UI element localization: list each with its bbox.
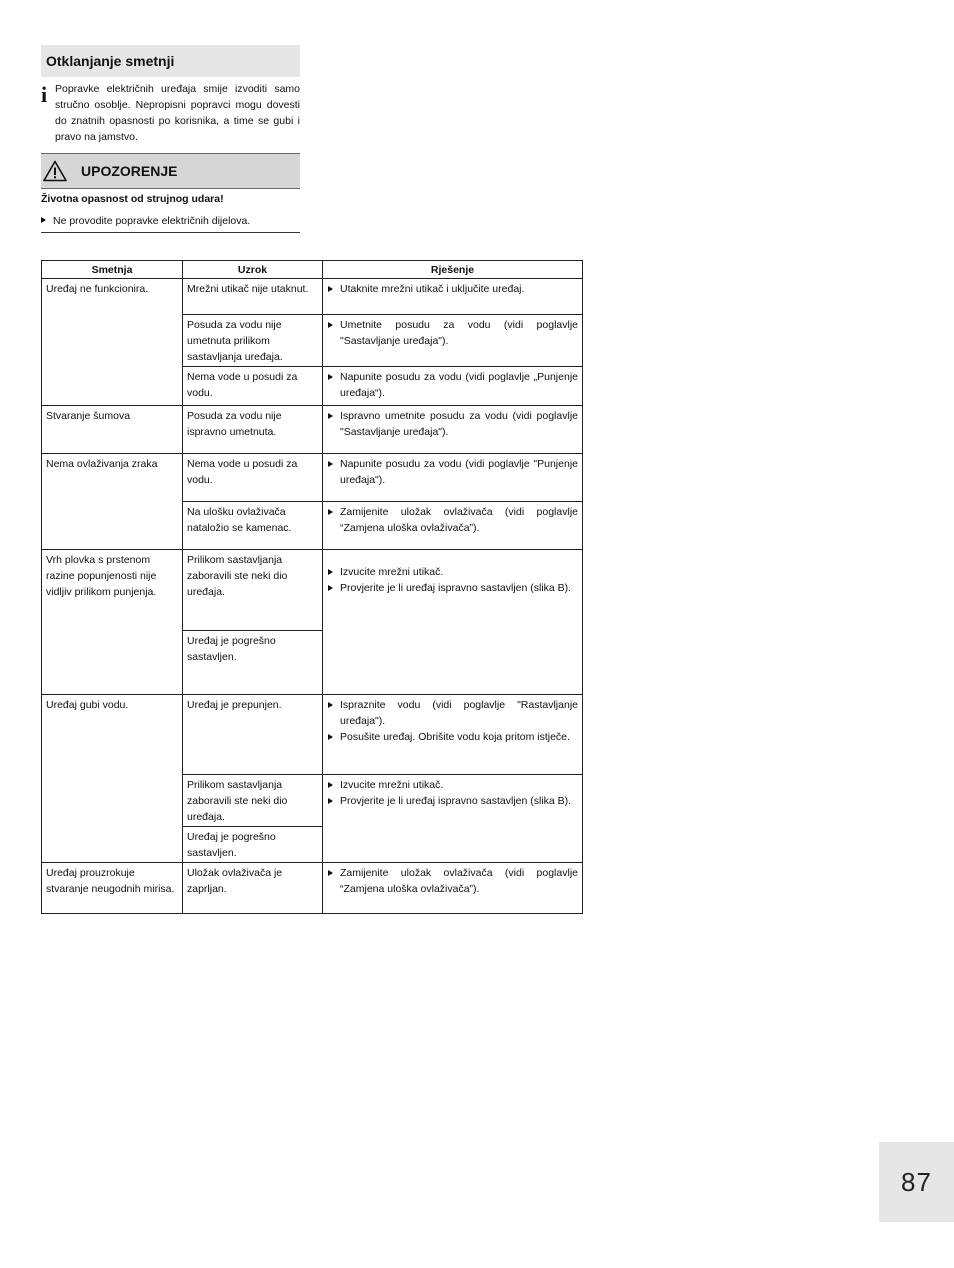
page-number <box>879 1142 954 1222</box>
warning-label: UPOZORENJE <box>81 163 178 179</box>
cause-cell: Uređaj je prepunjen. <box>183 695 323 775</box>
table-row <box>42 279 583 315</box>
warning-triangle-icon <box>43 160 67 182</box>
section-title-text: Otklanjanje smetnji <box>46 53 175 69</box>
cause-cell: Nema vode u posudi za vodu. <box>183 367 323 406</box>
solution-item: Zamijenite uložak ovlaživača (vidi poglavlje “Zamjena uloška ovlaživača”). <box>327 504 578 536</box>
table-row <box>42 550 583 631</box>
solution-cell <box>323 502 583 550</box>
troubleshooting-table <box>41 260 583 914</box>
cause-cell: Mrežni utikač nije utaknut. <box>183 279 323 315</box>
table-row <box>42 454 583 502</box>
cause-cell: Uložak ovlaživača je zaprljan. <box>183 863 323 914</box>
cause-cell: Prilikom sastavljanja zaboravili ste neki dio uređaja. <box>183 775 323 827</box>
solution-item: Izvucite mrežni utikač. <box>327 777 578 793</box>
table-row <box>42 863 583 914</box>
cause-cell: Uređaj je pogrešno sastavljen. <box>183 631 323 695</box>
warning-bullet <box>41 213 300 233</box>
cause-cell: Posuda za vodu nije ispravno umetnuta. <box>183 406 323 454</box>
solution-item: Zamijenite uložak ovlaživača (vidi poglavlje “Zamjena uloška ovlaživača”). <box>327 865 578 897</box>
solution-cell <box>323 279 583 315</box>
fault-cell: Uređaj ne funkcionira. <box>42 279 183 406</box>
fault-cell: Stvaranje šumova <box>42 406 183 454</box>
solution-cell <box>323 454 583 502</box>
header-solution: Rješenje <box>323 261 583 279</box>
solution-cell <box>323 550 583 695</box>
table-header-row <box>42 261 583 279</box>
solution-cell <box>323 863 583 914</box>
solution-cell <box>323 367 583 406</box>
cause-cell: Nema vode u posudi za vodu. <box>183 454 323 502</box>
solution-item: Utaknite mrežni utikač i uključite uređaj. <box>327 281 578 297</box>
fault-cell: Nema ovlaživanja zraka <box>42 454 183 550</box>
warning-box <box>41 153 300 189</box>
solution-item: Provjerite je li uređaj ispravno sastavljen (slika B). <box>327 793 578 809</box>
info-icon: i <box>41 82 48 107</box>
header-fault: Smetnja <box>42 261 183 279</box>
header-cause: Uzrok <box>183 261 323 279</box>
solution-item: Posušite uređaj. Obrišite vodu koja pritom istječe. <box>327 729 578 745</box>
bullet-arrow-icon <box>41 217 46 223</box>
table-row <box>42 406 583 454</box>
danger-title: Životna opasnost od strujnog udara! <box>41 193 224 205</box>
solution-item: Umetnite posudu za vodu (vidi poglavlje "Sastavljanje uređaja"). <box>327 317 578 349</box>
warning-bullet-text: Ne provodite popravke električnih dijelova. <box>53 215 251 227</box>
solution-item: Napunite posudu za vodu (vidi poglavlje „Punjenje uređaja“). <box>327 369 578 401</box>
cause-cell: Posuda za vodu nije umetnuta prilikom sastavljanja uređaja. <box>183 315 323 367</box>
cause-cell: Uređaj je pogrešno sastavljen. <box>183 827 323 863</box>
solution-item: Ispraznite vodu (vidi poglavlje "Rastavljanje uređaja"). <box>327 697 578 729</box>
solution-item: Provjerite je li uređaj ispravno sastavljen (slika B). <box>327 580 578 596</box>
fault-cell: Uređaj gubi vodu. <box>42 695 183 863</box>
solution-item: Izvucite mrežni utikač. <box>327 564 578 580</box>
section-title <box>41 45 300 77</box>
fault-cell: Vrh plovka s prstenom razine popunjenosti nije vidljiv prilikom punjenja. <box>42 550 183 695</box>
solution-cell <box>323 695 583 775</box>
fault-cell: Uređaj prouzrokuje stvaranje neugodnih mirisa. <box>42 863 183 914</box>
solution-item: Napunite posudu za vodu (vidi poglavlje "Punjenje uređaja"). <box>327 456 578 488</box>
info-note <box>41 81 300 145</box>
solution-cell <box>323 775 583 863</box>
cause-cell: Na ulošku ovlaživača nataložio se kamenac. <box>183 502 323 550</box>
table-row <box>42 695 583 775</box>
solution-cell <box>323 406 583 454</box>
solution-cell <box>323 315 583 367</box>
page-number-text: 87 <box>901 1166 932 1197</box>
cause-cell: Prilikom sastavljanja zaboravili ste neki dio uređaja. <box>183 550 323 631</box>
solution-item: Ispravno umetnite posudu za vodu (vidi poglavlje "Sastavljanje uređaja"). <box>327 408 578 440</box>
info-text: Popravke električnih uređaja smije izvoditi samo stručno osoblje. Nepropisni popravci mogu dovesti do znatnih opasnosti po korisnika, a time se gubi i pravo na jamstvo. <box>55 83 300 143</box>
